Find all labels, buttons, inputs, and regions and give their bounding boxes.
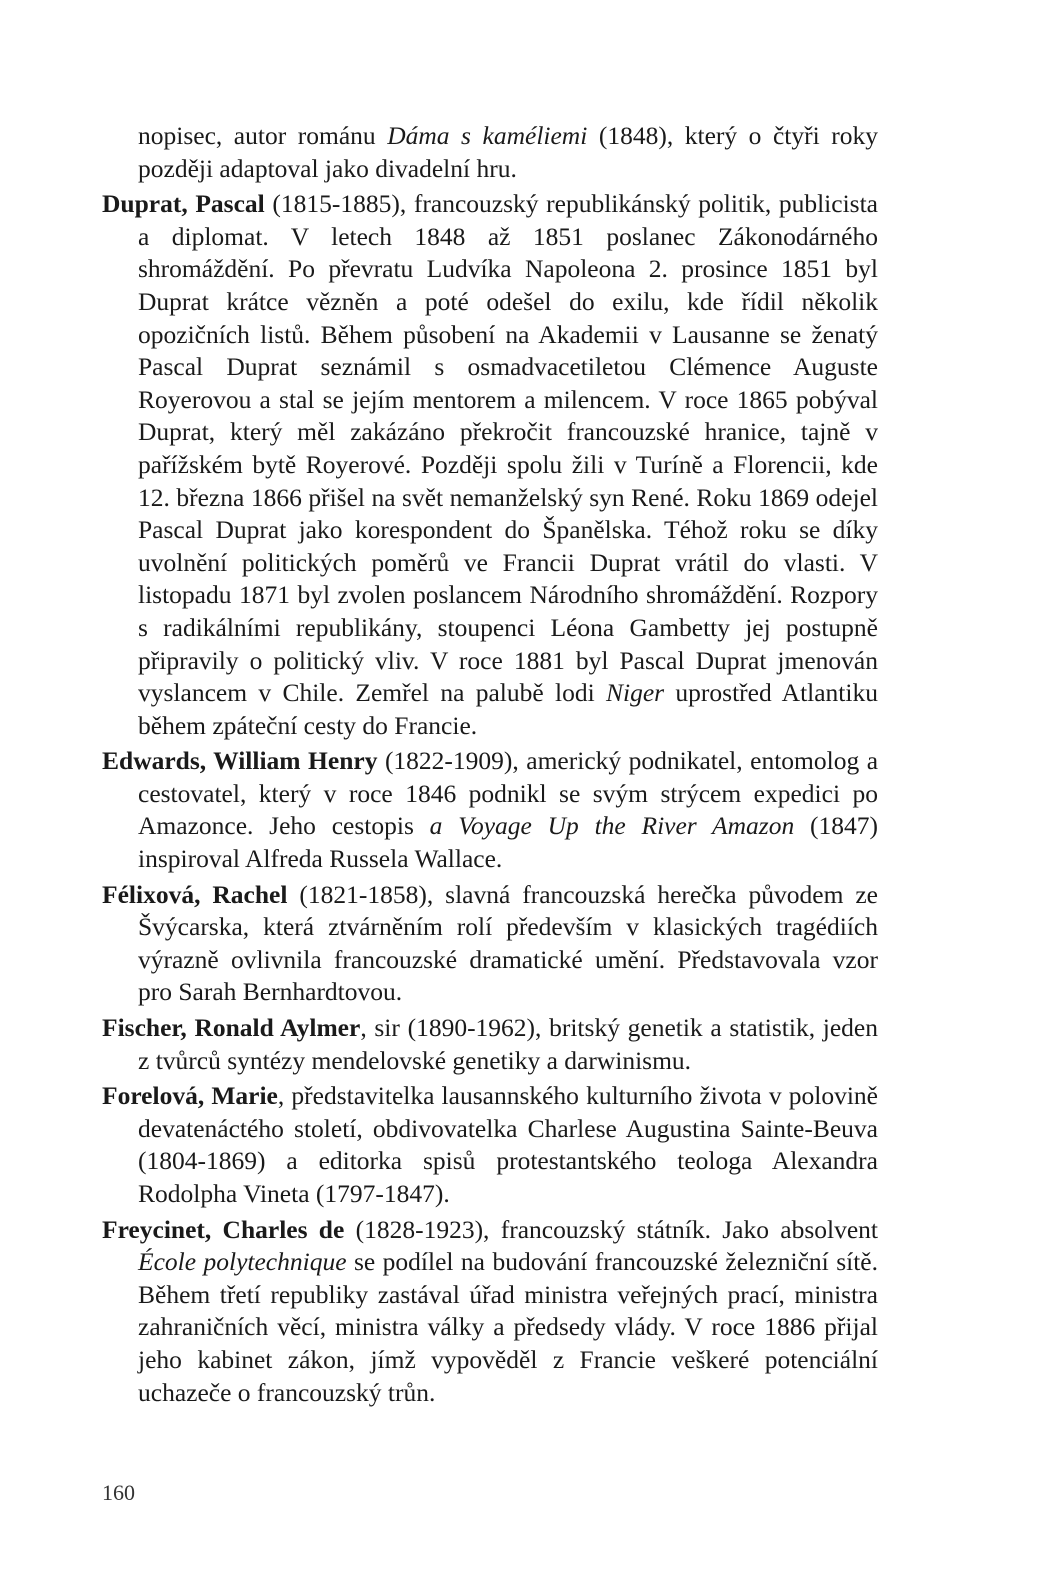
italic-title: Dáma s kaméliemi (387, 121, 588, 150)
entry-text: (1822-1909), americký podnikatel, entomolog a cestovatel, který v roce 1846 podnikl se svým strýcem expedici po Amazonce. Jeho cestopis (138, 746, 879, 841)
entry-text: (1828-1923), francouzský státník. Jako absolvent (344, 1214, 878, 1244)
entry-text: (1847) inspiroval Alfreda Russela Wallace. (138, 811, 878, 874)
entry-text: nopisec, autor románu (138, 121, 388, 150)
entry-text: uprostřed Atlantiku během zpáteční cesty do Francie. (138, 678, 878, 740)
glossary-entry (102, 1012, 878, 1077)
entry-text: (1848), který o čtyři roky později adaptoval jako divadelní hru. (138, 121, 878, 183)
entry-term: Fischer, Ronald Aylmer (102, 1013, 361, 1043)
glossary-entry (102, 188, 878, 742)
entry-text: se podílel na budování francouzské železniční sítě. Během třetí republiky zastával úřad ministra veřejných prací, ministra zahraničních věcí, ministra války a předsedy vlády. V roce 1886 přijal jeho kabinet zákon, jímž vypověděl z Francie veškeré potenciální uchazeče o francouzský trůn. (138, 1247, 878, 1407)
italic-title: a Voyage Up the River Amazon (429, 811, 795, 841)
entry-text: , sir (1890-1962), britský genetik a statistik, jeden z tvůrců syntézy mendelovské genetiky a darwinismu. (138, 1013, 878, 1075)
entry-text: (1815-1885), francouzský republikánský politik, publicista a diplomat. V letech 1848 až 1851 poslanec Zákonodárného shromáždění. Po převratu Ludvíka Napoleona 2. prosince 1851 byl Duprat krátce vězněn a poté odešel do exilu, kde řídil několik opozičních listů. Během působení na Akademii v Lausanne se ženatý Pascal Duprat seznámil s osmadvacetiletou Clémence Auguste Royerovou a stal se jejím mentorem a milencem. V roce 1865 pobýval Duprat, který měl zakázáno překročit francouzské hranice, tajně v pařížském bytě Royerové. Později spolu žili v Turíně a Florencii, kde 12. března 1866 přišel na svět nemanželský syn René. Roku 1869 odejel Pascal Duprat jako korespondent do Španělska. Téhož roku se díky uvolnění politických poměrů ve Francii Duprat vrátil do vlasti. V listopadu 1871 byl zvolen poslancem Národního shromáždění. Rozpory s radikálními republikány, stoupenci Léona Gambetty jej postupně připravily o politický vliv. V roce 1881 byl Pascal Duprat jmenován vyslancem v Chile. Zemřel na palubě lodi (138, 189, 879, 708)
entry-term: Félixová, Rachel (102, 879, 288, 909)
italic-title: Niger (606, 678, 665, 708)
entry-term: Edwards, William Henry (102, 746, 378, 776)
glossary-text (102, 120, 878, 1412)
entry-continuation (102, 120, 878, 185)
entry-term: Forelová, Marie (102, 1081, 278, 1111)
page-number: 160 (102, 1480, 135, 1505)
italic-title: École polytechnique (138, 1247, 347, 1277)
entry-term: Duprat, Pascal (102, 189, 265, 219)
glossary-entry (102, 1080, 878, 1210)
entry-text: , představitelka lausannského kulturního života v polovině devatenáctého století, obdivovatelka Charlese Augustina Sainte-Beuva (1804-1869) a editorka spisů protestantského teologa Alexandra Rodolpha Vineta (1797-1847). (138, 1081, 878, 1208)
glossary-entry (102, 1214, 878, 1410)
entry-term: Freycinet, Charles de (102, 1214, 345, 1244)
glossary-entry (102, 879, 878, 1009)
entry-text: (1821-1858), slavná francouzská herečka původem ze Švýcarska, která ztvárněním rolí především v klasických tragédiích výrazně ovlivnila francouzské dramatické umění. Představovala vzor pro Sarah Bernhardtovou. (138, 879, 878, 1007)
glossary-entry (102, 745, 878, 875)
